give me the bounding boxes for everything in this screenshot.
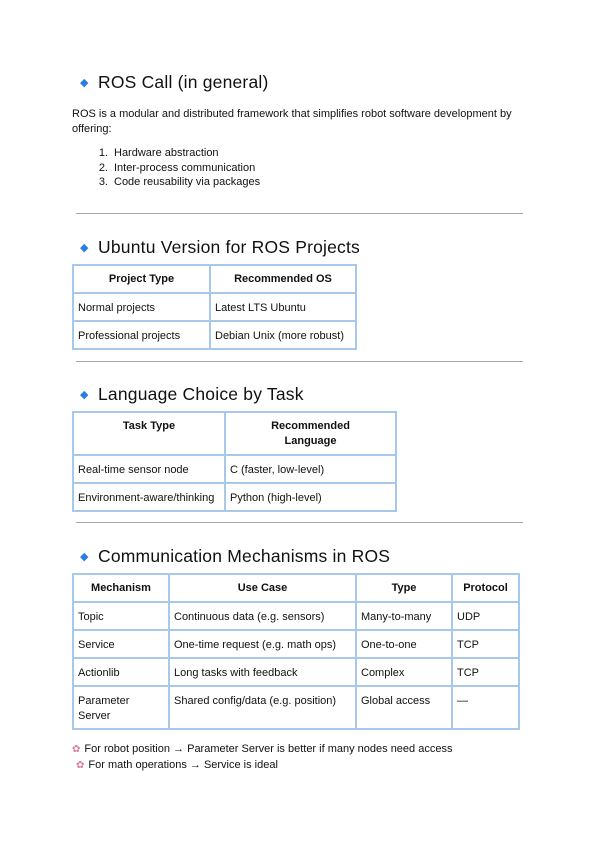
horizontal-rule: [76, 361, 523, 362]
table-header-row: [73, 412, 396, 455]
note-parameter-server: [72, 743, 452, 755]
table-cell: —: [452, 686, 519, 729]
table-row: [73, 658, 519, 686]
list-item: 2. Inter-process communication: [98, 161, 256, 174]
section-heading-language: [80, 384, 304, 405]
table-cell: TCP: [452, 630, 519, 658]
table-row: [73, 630, 519, 658]
table-cell: UDP: [452, 602, 519, 630]
note-service: [76, 759, 278, 771]
list-item: 1. Hardware abstraction: [98, 147, 219, 159]
note-text: For robot position → Parameter Server is better if many nodes need access: [84, 743, 453, 755]
column-header: Type: [356, 574, 452, 602]
table-cell: Long tasks with feedback: [169, 658, 356, 686]
table-cell: Many-to-many: [356, 602, 452, 630]
column-header: Recommended OS: [210, 265, 356, 293]
table-row: [73, 686, 519, 729]
table-cell: Parameter Server: [73, 686, 169, 729]
column-header: Protocol: [452, 574, 519, 602]
table-row: [73, 602, 519, 630]
table-cell: Service: [73, 630, 169, 658]
table-cell: Debian Unix (more robust): [210, 321, 356, 349]
table-cell: Python (high-level): [225, 483, 396, 511]
section-title: Ubuntu Version for ROS Projects: [98, 237, 361, 257]
table-cell: Global access: [356, 686, 452, 729]
section-title: Language Choice by Task: [98, 384, 304, 404]
table-cell: One-to-one: [356, 630, 452, 658]
table-cell: Topic: [73, 602, 169, 630]
section-title: Communication Mechanisms in ROS: [98, 546, 391, 566]
diamond-bullet-icon: ◆: [80, 77, 89, 89]
table-cell: Latest LTS Ubuntu: [210, 293, 356, 321]
table-cell: Continuous data (e.g. sensors): [169, 602, 356, 630]
table-cell: Shared config/data (e.g. position): [169, 686, 356, 729]
table-cell: Real-time sensor node: [73, 455, 225, 483]
table-header-row: [73, 265, 356, 293]
feature-list: [72, 146, 260, 190]
language-choice-table: [72, 411, 397, 512]
table-cell: Actionlib: [73, 658, 169, 686]
table-row: [73, 483, 396, 511]
section-title: ROS Call (in general): [98, 72, 269, 92]
communication-mechanisms-table: [72, 573, 520, 730]
horizontal-rule: [76, 522, 523, 523]
table-row: [73, 293, 356, 321]
table-cell: One-time request (e.g. math ops): [169, 630, 356, 658]
diamond-bullet-icon: ◆: [80, 389, 89, 401]
column-header: Use Case: [169, 574, 356, 602]
table-row: [73, 455, 396, 483]
section-heading-communication: [80, 546, 390, 567]
table-cell: Complex: [356, 658, 452, 686]
section-heading-ubuntu: [80, 237, 360, 258]
column-header: Project Type: [73, 265, 210, 293]
table-cell: TCP: [452, 658, 519, 686]
table-row: [73, 321, 356, 349]
table-header-row: [73, 574, 519, 602]
ubuntu-version-table: [72, 264, 357, 350]
column-header: Recommended Language: [225, 412, 396, 455]
table-cell: C (faster, low-level): [225, 455, 396, 483]
table-cell: Environment-aware/thinking: [73, 483, 225, 511]
intro-paragraph: ROS is a modular and distributed framework that simplifies robot software development by offering:: [72, 108, 512, 135]
note-text: For math operations → Service is ideal: [88, 759, 278, 771]
table-cell: Professional projects: [73, 321, 210, 349]
column-header: Mechanism: [73, 574, 169, 602]
diamond-bullet-icon: ◆: [80, 242, 89, 254]
brain-icon: ✿: [72, 744, 81, 755]
table-cell: Normal projects: [73, 293, 210, 321]
diamond-bullet-icon: ◆: [80, 551, 89, 563]
horizontal-rule: [76, 213, 523, 214]
section-heading-ros-call: [80, 72, 269, 93]
list-item: 3. Code reusability via packages: [98, 176, 261, 188]
column-header: Task Type: [73, 412, 225, 455]
brain-icon: ✿: [76, 760, 85, 771]
